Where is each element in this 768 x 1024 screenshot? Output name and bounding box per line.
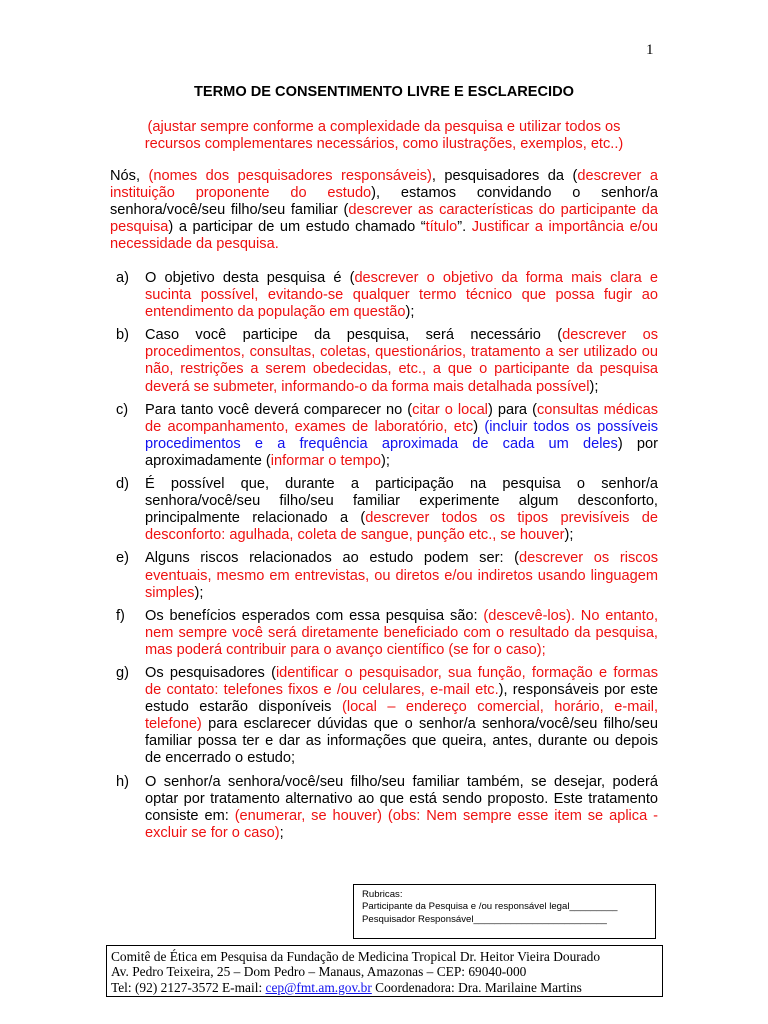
item-placeholder: descrever os riscos eventuais, mesmo em entrevistas, ou diretos e/ou indiretos usando linguagem simples: [145, 550, 658, 601]
list-item: [110, 550, 658, 601]
intro-text: ”.: [457, 219, 472, 236]
intro-placeholder: título: [425, 219, 458, 236]
item-text: ), responsáveis por este estudo estarão disponíveis: [145, 682, 658, 716]
item-letter: f): [116, 607, 125, 624]
email-link[interactable]: cep@fmt.am.gov.br: [265, 979, 372, 995]
item-text: Para tanto você deverá comparecer no (: [145, 401, 413, 418]
item-placeholder: citar o local: [412, 401, 488, 418]
item-text: Os benefícios esperados com essa pesquisa são:: [145, 607, 484, 624]
item-text: ): [473, 418, 485, 435]
item-text: ) para (: [487, 401, 537, 418]
footer-box: [106, 945, 663, 997]
list-item: [110, 402, 658, 470]
item-letter: d): [116, 476, 129, 493]
rubric-heading: Rubricas:: [362, 889, 403, 900]
list-item: [110, 774, 658, 842]
document-title: TERMO DE CONSENTIMENTO LIVRE E ESCLARECIDO: [193, 84, 574, 100]
footer-address: Av. Pedro Teixeira, 25 – Dom Pedro – Manaus, Amazonas – CEP: 69040-000: [111, 964, 527, 980]
item-text: Alguns riscos relacionados ao estudo podem ser: (: [145, 550, 520, 567]
item-letter: a): [116, 270, 129, 286]
item-text: );: [381, 452, 390, 469]
item-text: para esclarecer dúvidas que o senhor/a senhora/você/seu filho/seu familiar possa ter e dar as informações que queira, antes, durante ou depois de encerrado o estudo;: [145, 716, 658, 767]
item-letter: g): [116, 664, 129, 681]
intro-placeholder: (nomes dos pesquisadores responsáveis): [148, 168, 432, 184]
instruction-note: (ajustar sempre conforme a complexidade da pesquisa e utilizar todos os recursos complementares necessários, como ilustrações, exemplos, etc..): [144, 119, 624, 152]
list-item: [110, 270, 658, 321]
intro-text: Nós,: [110, 168, 149, 184]
item-placeholder: descrever os procedimentos, consultas, coletas, questionários, tratamento a ser utilizado ou não, restrições a serem obedecidas, etc., a que o participante da pesquisa deverá se submeter, informando-o da forma mais detalhada possível: [145, 327, 659, 395]
item-placeholder: (descevê-los). No entanto, nem sempre você será diretamente beneficiado com o resultado da pesquisa, mas poderá contribuir para o avanço científico (se for o caso);: [145, 607, 659, 658]
item-letter: h): [116, 773, 129, 790]
item-text: O objetivo desta pesquisa é (: [145, 270, 355, 286]
item-placeholder: (enumerar, se houver) (obs: Nem sempre esse item se aplica - excluir se for o caso): [145, 807, 658, 841]
intro-placeholder: descrever a instituição proponente do estudo: [110, 168, 659, 202]
list-item: [110, 608, 658, 659]
item-text: O senhor/a senhora/você/seu filho/seu familiar também, se desejar, poderá optar por tratamento alternativo ao que está sendo proposto. Este tratamento consiste em:: [145, 773, 658, 824]
item-letter: b): [116, 327, 129, 344]
item-placeholder: descrever todos os tipos previsíveis de desconforto: agulhada, coleta de sangue, punção etc., se houver: [145, 510, 658, 544]
intro-text: , pesquisadores da (: [431, 168, 578, 184]
intro-placeholder: descrever as características do participante da pesquisa: [110, 202, 658, 236]
footer-committee: Comitê de Ética em Pesquisa da Fundação de Medicina Tropical Dr. Heitor Vieira Dourado: [111, 949, 601, 964]
item-letter: e): [116, 550, 129, 567]
rubric-participant-line: Participante da Pesquisa e /ou responsável legal_________: [362, 901, 618, 913]
item-text: );: [194, 584, 204, 601]
list-item: [110, 665, 658, 768]
item-text: Os pesquisadores (: [145, 664, 276, 681]
footer-coordinator: Coordenadora: Dra. Marilaine Martins: [371, 979, 582, 995]
item-text: ) por aproximadamente (: [145, 435, 658, 469]
intro-placeholder: Justificar a importância e/ou necessidade da pesquisa.: [110, 219, 658, 253]
item-text: );: [564, 527, 574, 544]
item-list: [110, 270, 658, 848]
item-text: );: [405, 304, 415, 321]
item-placeholder: informar o tempo: [270, 452, 382, 469]
item-placeholder: identificar o pesquisador, sua função, formação e formas de contato: telefones fixos e /ou celulares, e-mail etc.: [145, 664, 658, 699]
item-placeholder: descrever o objetivo da forma mais clara e sucinta possível, evitando-se qualquer termo técnico que possa fugir ao entendimento da população em questão: [145, 270, 658, 321]
item-text: ;: [279, 824, 284, 841]
rubric-researcher-line: Pesquisador Responsável_________________________: [362, 913, 607, 925]
item-text: É possível que, durante a participação na pesquisa o senhor/a senhora/você/seu filho/seu familiar experimente algum desconforto, principalmente relacionado a (: [145, 476, 658, 527]
intro-text: ), estamos convidando o senhor/a senhora/você/seu filho/seu familiar (: [110, 185, 658, 219]
intro-paragraph: [110, 168, 658, 253]
item-text: );: [589, 378, 599, 395]
rubric-box: [353, 884, 656, 939]
page-number: 1: [646, 42, 654, 58]
footer-contact: [111, 980, 658, 995]
item-text: Caso você participe da pesquisa, será necessário (: [145, 327, 563, 344]
intro-text: ) a participar de um estudo chamado “: [168, 219, 426, 236]
list-item: [110, 476, 658, 544]
item-letter: c): [116, 401, 129, 418]
item-note: (incluir todos os possíveis procedimentos e a frequência aproximada de cada um deles: [145, 418, 659, 452]
list-item: [110, 327, 658, 395]
footer-phone: Tel: (92) 2127-3572 E-mail:: [111, 979, 266, 995]
item-placeholder: (local – endereço comercial, horário, e-mail, telefone): [145, 699, 659, 733]
item-placeholder: consultas médicas de acompanhamento, exames de laboratório, etc: [145, 401, 658, 435]
